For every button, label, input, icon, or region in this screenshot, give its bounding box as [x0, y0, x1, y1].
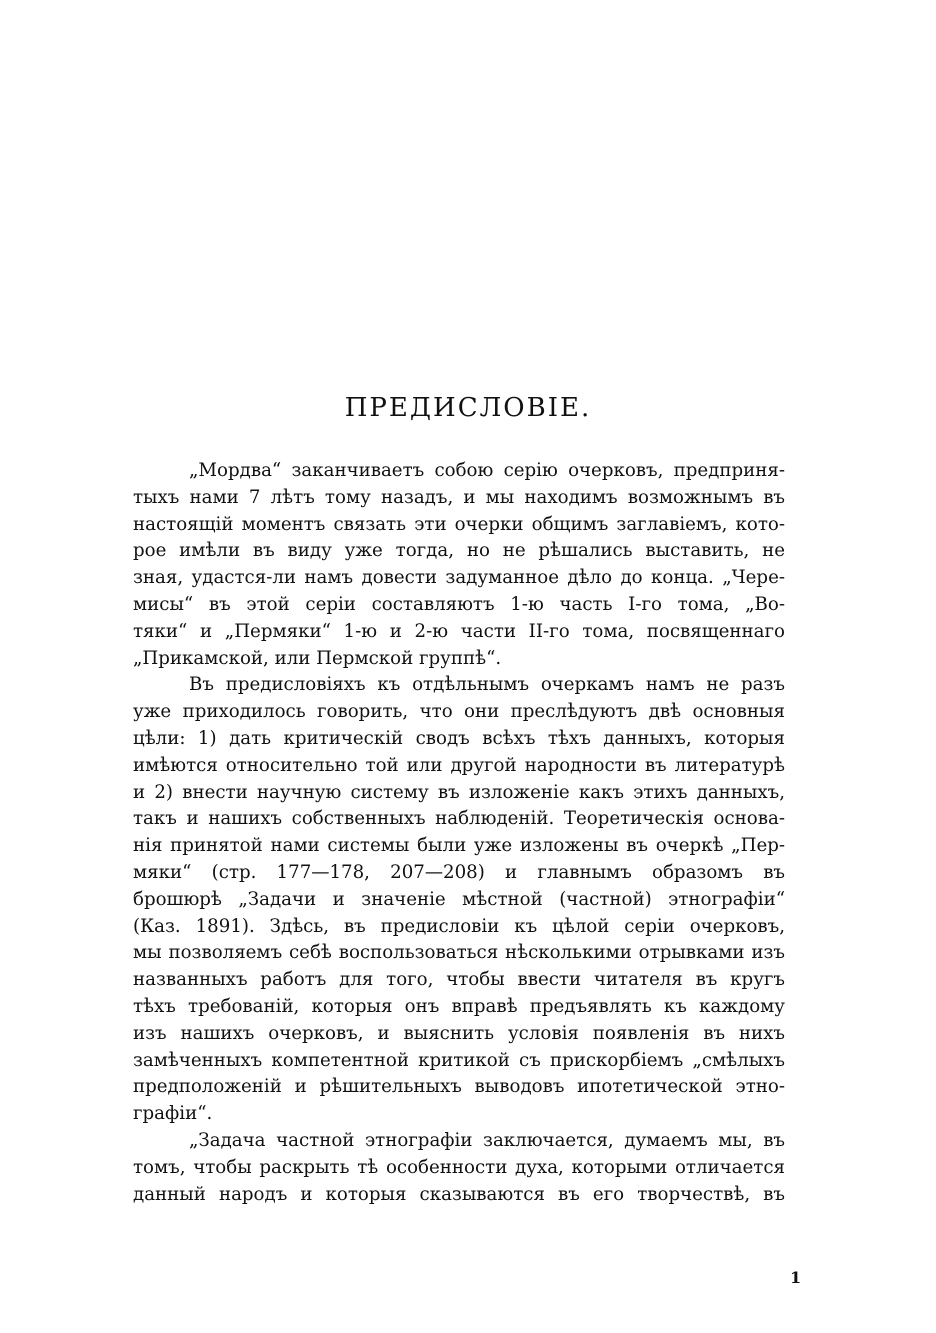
text-line: тѣхъ требованій, которыя онъ вправѣ предъявлять къ каждому: [133, 995, 785, 1017]
text-line: нія принятой нами системы были уже изложены въ очеркѣ „Пер-: [133, 835, 785, 857]
page-signature: 1: [790, 1268, 802, 1287]
text-line: и 2) внести научную систему въ изложеніе какъ этихъ данныхъ,: [133, 781, 785, 803]
text-line: „Мордва“ заканчиваетъ собою серію очерковъ, предприня-: [189, 460, 785, 481]
text-line: графіи“.: [133, 1103, 213, 1125]
text-line: Въ предисловіяхъ къ отдѣльнымъ очеркамъ намъ не разъ: [189, 674, 785, 696]
text-line: названныхъ работъ для того, чтобы ввести читателя въ кругъ: [133, 969, 785, 991]
text-line: „Задача частной этнографіи заключается, думаемъ мы, въ: [189, 1129, 785, 1151]
text-line: предположеній и рѣшительныхъ выводовъ ипотетической этно-: [133, 1076, 785, 1098]
text-line: цѣли: 1) дать критическій сводъ всѣхъ тѣхъ данныхъ, которыя: [133, 727, 785, 749]
text-line: томъ, чтобы раскрыть тѣ особенности духа, которыми отличается: [133, 1156, 785, 1178]
text-line: тыхъ нами 7 лѣтъ тому назадъ, и мы находимъ возможнымъ въ: [133, 486, 785, 508]
text-line: имѣются относительно той или другой народности въ литературѣ: [133, 754, 785, 776]
text-line: изъ нашихъ очерковъ, и выяснить условія появленія въ нихъ: [133, 1022, 785, 1044]
text-line: замѣченныхъ компетентной критикой съ прискорбіемъ „смѣлыхъ: [133, 1049, 785, 1071]
text-line: брошюрѣ „Задачи и значеніе мѣстной (частной) этнографіи“: [133, 888, 785, 910]
text-line: мяки“ (стр. 177—178, 207—208) и главнымъ образомъ въ: [133, 861, 785, 883]
text-line: зная, удастся-ли намъ довести задуманное дѣло до конца. „Чере-: [133, 567, 785, 589]
page-title: ПРЕДИСЛОВІЕ.: [344, 393, 592, 423]
text-line: мы позволяемъ себѣ воспользоваться нѣсколькими отрывками изъ: [133, 942, 785, 964]
text-line: такъ и нашихъ собственныхъ наблюденій. Теоретическія основа-: [133, 808, 785, 830]
text-line: „Прикамской, или Пермской группѣ“.: [133, 647, 502, 669]
text-line: рое имѣли въ виду уже тогда, но не рѣшались выставить, не: [133, 540, 785, 562]
preface-text: [133, 458, 785, 1208]
text-line: данный народъ и которыя сказываются въ его творчествѣ, въ: [133, 1183, 785, 1205]
text-line: тяки“ и „Пермяки“ 1-ю и 2-ю части ІІ-го тома, посвященнаго: [133, 620, 785, 642]
text-line: мисы“ въ этой серіи составляютъ 1-ю часть І-го тома, „Во-: [133, 593, 785, 615]
text-line: уже приходилось говорить, что они преслѣдуютъ двѣ основныя: [133, 701, 785, 723]
text-line: настоящій моментъ связать эти очерки общимъ заглавіемъ, кото-: [133, 513, 785, 535]
text-line: (Каз. 1891). Здѣсь, въ предисловіи къ цѣлой серіи очерковъ,: [133, 915, 785, 937]
